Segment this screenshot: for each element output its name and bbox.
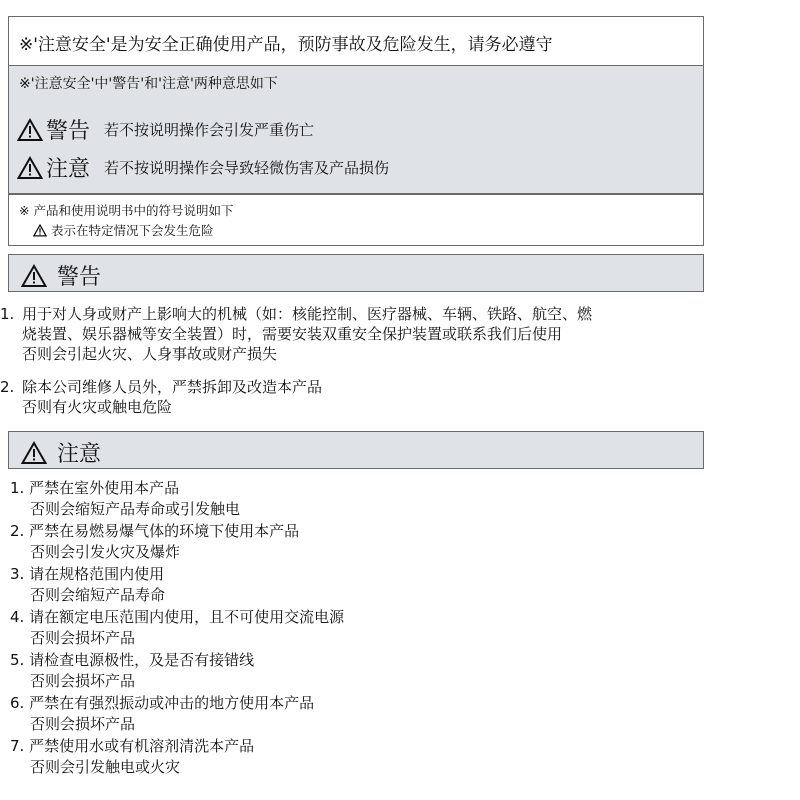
warning-item-number: 1.: [0, 305, 15, 323]
meaning-word-caution: 注意: [46, 157, 91, 182]
warning-item-line: 否则有火灾或触电危险: [22, 398, 173, 416]
warning-triangle-icon: [17, 118, 43, 142]
safety-title: ※'注意安全'是为安全正确使用产品，预防事故及危险发生，请务必遵守: [19, 35, 553, 55]
caution-item-6: [10, 693, 344, 736]
warning-triangle-icon: [33, 224, 47, 237]
caution-header-label: 注意: [57, 442, 102, 467]
caution-item-4: [10, 607, 344, 650]
symbol-meaning-box: [8, 66, 704, 194]
warning-header-label: 警告: [57, 265, 102, 290]
warning-item-1: [0, 304, 592, 364]
warning-item-line: 烧装置、娱乐器械等安全装置）时，需要安装双重安全保护装置或联系我们后使用: [22, 325, 563, 343]
caution-item-title: 5. 请检查电源极性，及是否有接错线: [10, 651, 255, 669]
meaning-desc-caution: 若不按说明操作会导致轻微伤害及产品损伤: [104, 159, 390, 177]
caution-item-title: 2. 严禁在易燃易爆气体的环境下使用本产品: [10, 522, 300, 540]
caution-item-title: 7. 严禁使用水或有机溶剂清洗本产品: [10, 737, 255, 755]
caution-item-title: 3. 请在规格范围内使用: [10, 565, 165, 583]
caution-item-consequence: 否则会缩短产品寿命: [30, 586, 166, 604]
warning-item-line: 用于对人身或财产上影响大的机械（如：核能控制、医疗器械、车辆、铁路、航空、燃: [22, 305, 593, 323]
caution-item-2: [10, 521, 344, 564]
warning-triangle-icon: [17, 156, 43, 180]
symbol-note-box: [8, 194, 704, 246]
warning-item-line: 否则会引起火灾、人身事故或财产损失: [22, 345, 278, 363]
meaning-row-warning: [17, 114, 314, 145]
caution-item-title: 4. 请在额定电压范围内使用，且不可使用交流电源: [10, 608, 345, 626]
warning-triangle-icon: [21, 441, 47, 465]
symbol-note-line1: ※ 产品和使用说明书中的符号说明如下: [19, 203, 234, 218]
warning-item-2: [0, 377, 322, 417]
caution-item-consequence: 否则会引发火灾及爆炸: [30, 543, 181, 561]
caution-item-5: [10, 650, 344, 693]
warning-item-line: 除本公司维修人员外，严禁拆卸及改造本产品: [22, 378, 323, 396]
caution-section-header: [8, 431, 704, 469]
meaning-desc-warning: 若不按说明操作会引发严重伤亡: [104, 121, 315, 139]
caution-item-consequence: 否则会损坏产品: [30, 672, 136, 690]
caution-item-consequence: 否则会缩短产品寿命或引发触电: [30, 500, 241, 518]
meaning-word-warning: 警告: [46, 119, 91, 144]
caution-item-7: [10, 736, 344, 779]
symbol-note-text: 表示在特定情况下会发生危险: [51, 223, 214, 238]
caution-item-consequence: 否则会损坏产品: [30, 629, 136, 647]
caution-item-3: [10, 564, 344, 607]
caution-list: [10, 478, 344, 779]
warning-item-number: 2.: [0, 378, 15, 396]
warning-triangle-icon: [21, 264, 47, 288]
caution-item-title: 1. 严禁在室外使用本产品: [10, 479, 180, 497]
caution-item-consequence: 否则会损坏产品: [30, 715, 136, 733]
safety-title-box: [8, 16, 704, 66]
meaning-row-caution: [17, 152, 389, 183]
warning-section-header: [8, 254, 704, 292]
meaning-heading: ※'注意安全'中'警告'和'注意'两种意思如下: [19, 76, 278, 92]
symbol-note-line2: [33, 221, 214, 239]
caution-item-1: [10, 478, 344, 521]
caution-item-title: 6. 严禁在有强烈振动或冲击的地方使用本产品: [10, 694, 315, 712]
caution-item-consequence: 否则会引发触电或火灾: [30, 758, 181, 776]
